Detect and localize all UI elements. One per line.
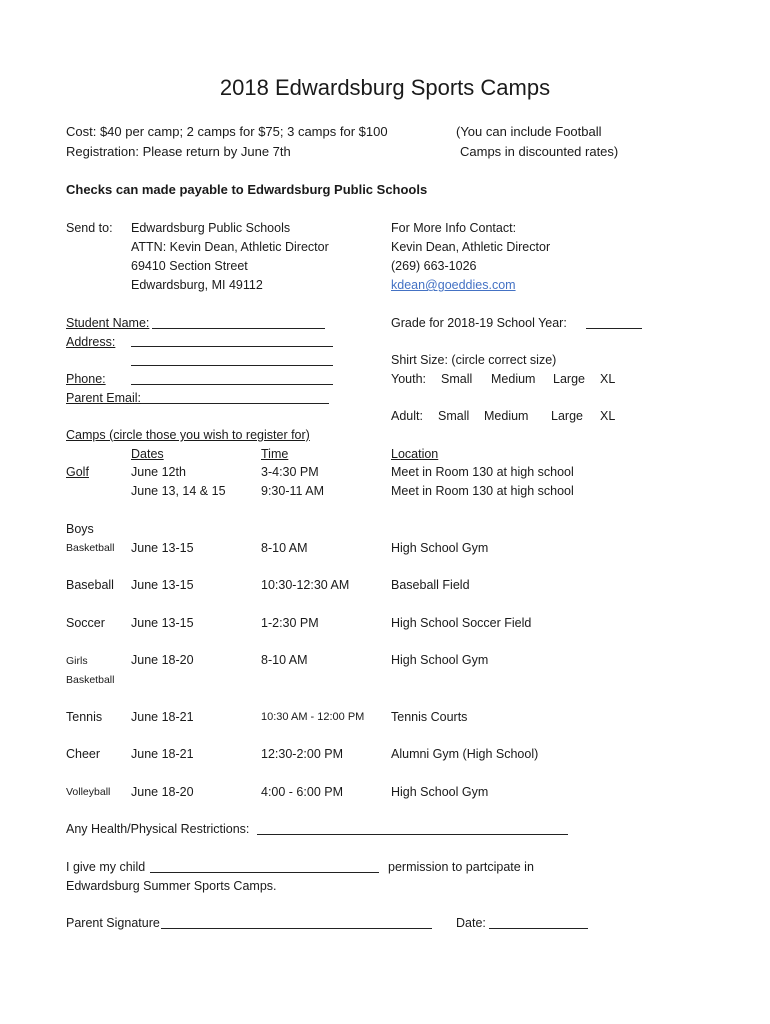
address-field-2[interactable] <box>131 365 333 366</box>
camp-boys-basketball-name[interactable]: Basketball <box>66 542 115 554</box>
youth-medium[interactable]: Medium <box>491 372 536 386</box>
youth-large[interactable]: Large <box>553 372 585 386</box>
camp-golf-name[interactable]: Golf <box>66 465 89 479</box>
send-line-3: 69410 Section Street <box>131 259 248 273</box>
parent-email-label: Parent Email: <box>66 391 142 405</box>
camp-golf-location-2: Meet in Room 130 at high school <box>391 484 574 498</box>
camp-soccer-location: High School Soccer Field <box>391 616 532 630</box>
child-name-field[interactable] <box>150 872 379 873</box>
student-name-label: Student Name: <box>66 316 150 330</box>
camps-header: Camps (circle those you wish to register for) <box>66 428 310 442</box>
address-label: Address: <box>66 335 116 349</box>
cost-line: Cost: $40 per camp; 2 camps for $75; 3 camps for $100 <box>66 124 388 139</box>
permission-text-c: Edwardsburg Summer Sports Camps. <box>66 879 277 893</box>
contact-name: Kevin Dean, Athletic Director <box>391 240 551 254</box>
adult-medium[interactable]: Medium <box>484 409 529 423</box>
camp-golf-date-2: June 13, 14 & 15 <box>131 484 226 498</box>
camp-volleyball-time: 4:00 - 6:00 PM <box>261 785 343 799</box>
camp-baseball-dates: June 13-15 <box>131 578 194 592</box>
permission-text-a: I give my child <box>66 860 146 874</box>
football-note-2: Camps in discounted rates) <box>460 144 619 159</box>
parent-signature-label: Parent Signature <box>66 916 160 930</box>
address-field-1[interactable] <box>131 346 333 347</box>
camp-girls-basketball-time: 8-10 AM <box>261 653 308 667</box>
adult-label: Adult: <box>391 409 423 423</box>
camp-soccer-name[interactable]: Soccer <box>66 616 105 630</box>
camp-soccer-dates: June 13-15 <box>131 616 194 630</box>
contact-label: For More Info Contact: <box>391 221 517 235</box>
camp-tennis-dates: June 18-21 <box>131 710 194 724</box>
camp-girls-basketball-location: High School Gym <box>391 653 489 667</box>
date-field[interactable] <box>489 928 588 929</box>
camp-golf-date-1: June 12th <box>131 465 186 479</box>
camp-golf-time-1: 3-4:30 PM <box>261 465 319 479</box>
camp-baseball-time: 10:30-12:30 AM <box>261 578 350 592</box>
camp-golf-time-2: 9:30-11 AM <box>261 484 325 498</box>
camp-cheer-time: 12:30-2:00 PM <box>261 747 343 761</box>
camp-boys-basketball-time: 8-10 AM <box>261 541 308 555</box>
grade-field[interactable] <box>586 328 642 329</box>
camp-boys-basketball-location: High School Gym <box>391 541 489 555</box>
shirt-size-label: Shirt Size: (circle correct size) <box>391 353 557 367</box>
camp-baseball-name[interactable]: Baseball <box>66 578 114 592</box>
adult-large[interactable]: Large <box>551 409 583 423</box>
camp-girls-basketball-name-2[interactable]: Basketball <box>66 674 115 686</box>
adult-small[interactable]: Small <box>438 409 470 423</box>
camp-tennis-name[interactable]: Tennis <box>66 710 103 724</box>
camp-baseball-location: Baseball Field <box>391 578 470 592</box>
send-line-1: Edwardsburg Public Schools <box>131 221 291 235</box>
camp-soccer-time: 1-2:30 PM <box>261 616 319 630</box>
send-line-2: ATTN: Kevin Dean, Athletic Director <box>131 240 329 254</box>
send-to-label: Send to: <box>66 221 113 235</box>
camp-volleyball-dates: June 18-20 <box>131 785 194 799</box>
permission-text-b: permission to partcipate in <box>388 860 534 874</box>
camp-cheer-location: Alumni Gym (High School) <box>391 747 539 761</box>
student-name-field[interactable] <box>152 328 325 329</box>
col-time-header: Time <box>261 447 289 461</box>
adult-xl[interactable]: XL <box>600 409 616 423</box>
col-location-header: Location <box>391 447 439 461</box>
parent-signature-field[interactable] <box>161 928 432 929</box>
checks-payable: Checks can made payable to Edwardsburg Public Schools <box>66 182 428 197</box>
send-line-4: Edwardsburg, MI 49112 <box>131 278 263 292</box>
parent-email-field[interactable] <box>141 403 329 404</box>
youth-small[interactable]: Small <box>441 372 473 386</box>
contact-email-link[interactable]: kdean@goeddies.com <box>391 278 516 292</box>
registration-line: Registration: Please return by June 7th <box>66 144 291 159</box>
phone-field[interactable] <box>131 384 333 385</box>
camp-golf-location-1: Meet in Room 130 at high school <box>391 465 574 479</box>
camp-girls-basketball-dates: June 18-20 <box>131 653 194 667</box>
camp-girls-basketball-name-1[interactable]: Girls <box>66 655 88 667</box>
youth-label: Youth: <box>391 372 426 386</box>
health-field[interactable] <box>257 834 568 835</box>
phone-label: Phone: <box>66 372 106 386</box>
camp-cheer-name[interactable]: Cheer <box>66 747 101 761</box>
contact-phone: (269) 663-1026 <box>391 259 477 273</box>
page-title: 2018 Edwardsburg Sports Camps <box>219 75 551 100</box>
camp-boys-basketball-dates: June 13-15 <box>131 541 194 555</box>
camp-tennis-time: 10:30 AM - 12:00 PM <box>261 711 365 723</box>
youth-xl[interactable]: XL <box>600 372 616 386</box>
camp-volleyball-location: High School Gym <box>391 785 489 799</box>
date-label: Date: <box>456 916 486 930</box>
boys-label: Boys <box>66 522 94 536</box>
camp-tennis-location: Tennis Courts <box>391 710 468 724</box>
health-label: Any Health/Physical Restrictions: <box>66 822 250 836</box>
camp-cheer-dates: June 18-21 <box>131 747 194 761</box>
football-note-1: (You can include Football <box>456 124 602 139</box>
col-dates-header: Dates <box>131 447 164 461</box>
camp-volleyball-name[interactable]: Volleyball <box>66 786 111 798</box>
grade-label: Grade for 2018-19 School Year: <box>391 316 567 330</box>
